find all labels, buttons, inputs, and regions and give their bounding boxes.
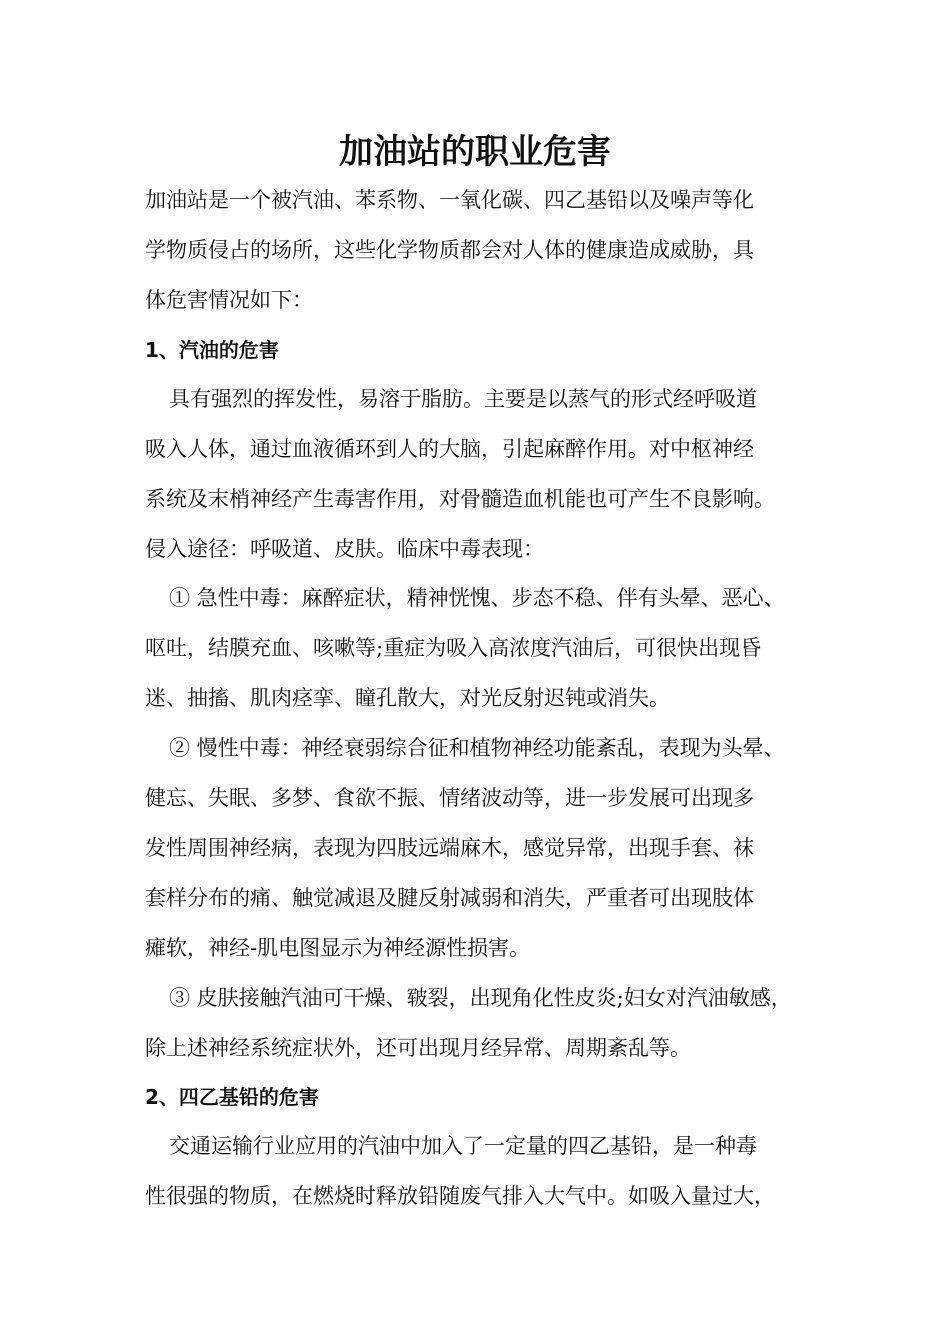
gasoline-para-line-1: 具有强烈的挥发性，易溶于脂肪。主要是以蒸气的形式经呼吸道 bbox=[169, 387, 757, 411]
acute-poisoning-line-1: ① 急性中毒：麻醉症状，精神恍愧、步态不稳、伴有头晕、恶心、 bbox=[169, 586, 785, 610]
chronic-poisoning-line-4: 套样分布的痛、触觉减退及腱反射减弱和消失，严重者可出现肢体 bbox=[145, 886, 754, 910]
chronic-poisoning-line-1: ② 慢性中毒：神经衰弱综合征和植物神经功能紊乱，表现为头晕、 bbox=[169, 736, 785, 760]
skin-contact-line-1: ③ 皮肤接触汽油可干燥、皲裂，出现角化性皮炎;妇女对汽油敏感， bbox=[169, 986, 792, 1010]
chronic-poisoning-line-5: 瘫软，神经-肌电图显示为神经源性损害。 bbox=[145, 936, 531, 960]
skin-contact-line-2: 除上述神经系统症状外，还可出现月经异常、周期紊乱等。 bbox=[145, 1036, 691, 1060]
acute-poisoning-line-3: 迷、抽搐、肌肉痉挛、瞳孔散大，对光反射迟钝或消失。 bbox=[145, 686, 670, 710]
gasoline-para-line-3: 系统及末梢神经产生毒害作用，对骨髓造血机能也可产生不良影响。 bbox=[145, 487, 775, 511]
intro-line-2: 学物质侵占的场所，这些化学物质都会对人体的健康造成威胁，具 bbox=[145, 238, 754, 262]
gasoline-para-line-4: 侵入途径：呼吸道、皮肤。临床中毒表现： bbox=[145, 537, 544, 561]
intro-line-1: 加油站是一个被汽油、苯系物、一氧化碳、四乙基铅以及噪声等化 bbox=[145, 188, 754, 212]
chronic-poisoning-line-3: 发性周围神经病，表现为四肢远端麻木，感觉异常，出现手套、袜 bbox=[145, 836, 754, 860]
document-title: 加油站的职业危害 bbox=[339, 132, 611, 172]
lead-para-line-2: 性很强的物质，在燃烧时释放铅随废气排入大气中。如吸入量过大， bbox=[145, 1184, 775, 1208]
gasoline-para-line-2: 吸入人体，通过血液循环到人的大脑，引起麻醉作用。对中枢神经 bbox=[145, 437, 754, 461]
acute-poisoning-line-2: 呕吐，结膜充血、咳嗽等;重症为吸入高浓度汽油后，可很快出现昏 bbox=[145, 636, 762, 660]
intro-line-3: 体危害情况如下： bbox=[145, 288, 313, 312]
chronic-poisoning-line-2: 健忘、失眠、多梦、食欲不振、情绪波动等，进一步发展可出现多 bbox=[145, 786, 754, 810]
lead-para-line-1: 交通运输行业应用的汽油中加入了一定量的四乙基铅，是一种毒 bbox=[169, 1134, 757, 1158]
section-heading-gasoline: 1、汽油的危害 bbox=[145, 338, 279, 362]
section-heading-tetraethyl-lead: 2、四乙基铅的危害 bbox=[145, 1085, 319, 1109]
